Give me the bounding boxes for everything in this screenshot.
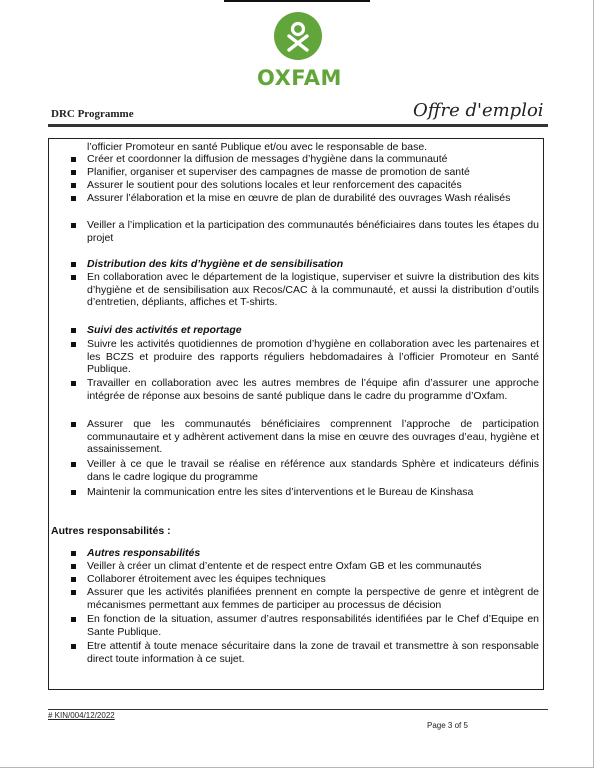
list-item: Veiller à créer un climat d’entente et de respect entre Oxfam GB et les communautés	[71, 560, 539, 573]
list-item: Suivre les activités quotidiennes de promotion d’hygiène en collaboration avec les partenaires et les BCZS et produire des rapports réguliers hebdomadaires à l’officier Promoteur en Santé Publique.	[71, 338, 539, 376]
bullet-icon	[71, 262, 76, 267]
bullet-icon	[71, 183, 76, 188]
bullet-icon	[71, 275, 76, 280]
list-item: Travailler en collaboration avec les autres membres de l’équipe afin d’assurer une approche intégrée de réponse aux besoins de santé publique dans le cadre du programme d’Oxfam.	[71, 377, 539, 402]
list-item: Assurer que les activités planifiées prennent en compte la perspective de genre et intègrent de mécanismes permettant aux femmes de participer au processus de décision	[71, 586, 539, 611]
bullet-icon	[71, 223, 76, 228]
bullet-icon	[71, 617, 76, 622]
bullet-icon	[71, 644, 76, 649]
list-item: Assurer le soutient pour des solutions locales et leur renforcement des capacités	[71, 179, 539, 192]
oxfam-logo-icon	[274, 12, 322, 60]
footer-divider	[48, 709, 548, 710]
page-number: Page 3 of 5	[427, 721, 468, 730]
list-item: Veiller a l’implication et la participation des communautés bénéficiaires dans toutes les étapes du projet	[71, 219, 539, 244]
section-title-distribution: Distribution des kits d’hygiène et de sensibilisation	[71, 258, 539, 271]
bullet-icon	[71, 328, 76, 333]
bullet-icon	[71, 577, 76, 582]
document-type-title: Offre d'emploi	[413, 100, 544, 121]
list-item: Maintenir la communication entre les sites d’interventions et le Bureau de Kinshasa	[71, 486, 539, 499]
programme-label: DRC Programme	[51, 108, 134, 120]
list-item: En fonction de la situation, assumer d’autres responsabilités identifiées par le Chef d’Equipe en Sante Publique.	[71, 613, 539, 638]
bullet-icon	[71, 551, 76, 556]
document-reference: # KIN/004/12/2022	[48, 711, 115, 720]
bullet-icon	[71, 381, 76, 386]
top-edge-bar	[224, 0, 370, 2]
bullet-icon	[71, 422, 76, 427]
bullet-icon	[71, 196, 76, 201]
bullet-icon	[71, 490, 76, 495]
bullet-icon	[71, 590, 76, 595]
bullet-icon	[71, 342, 76, 347]
list-item: Assurer l’élaboration et la mise en œuvre de plan de durabilité des ouvrages Wash réalisés	[71, 192, 539, 205]
other-responsibilities-heading: Autres responsabilités :	[51, 525, 171, 537]
list-item: Créer et coordonner la diffusion de messages d’hygiène dans la communauté	[71, 153, 539, 166]
list-item: Planifier, organiser et superviser des campagnes de masse de promotion de santé	[71, 166, 539, 179]
logo-wordmark: OXFAM	[257, 66, 342, 90]
section-title-autres: Autres responsabilités	[71, 547, 539, 560]
list-item: Etre attentif à toute menace sécuritaire dans la zone de travail et transmettre à son responsable direct toute information à ce sujet.	[71, 640, 539, 665]
bullet-icon	[71, 157, 76, 162]
section-title-suivi: Suivi des activités et reportage	[71, 324, 539, 337]
bullet-icon	[71, 564, 76, 569]
content-frame	[48, 138, 544, 690]
list-item: En collaboration avec le département de la logistique, superviser et suivre la distribution des kits d’hygiène et de sensibilisation aux Recos/CAC à la communauté, et aussi la distribution d’outils d’entretien, dépliants, affiches et T-shirts.	[71, 271, 539, 309]
list-item: Assurer que les communautés bénéficiaires comprennent l’approche de participation communautaire et y adhèrent activement dans la mise en œuvre des ouvrages d’eau, hygiène et assainissement.	[71, 418, 539, 456]
header-divider	[48, 124, 548, 127]
bullet-icon	[71, 462, 76, 467]
list-item: Collaborer étroitement avec les équipes techniques	[71, 573, 539, 586]
bullet-icon	[71, 170, 76, 175]
list-item: Veiller à ce que le travail se réalise en référence aux standards Sphère et indicateurs définis dans le cadre logique du programme	[71, 458, 539, 483]
continued-text: l’officier Promoteur en santé Publique et/ou avec le responsable de base.	[87, 141, 428, 153]
